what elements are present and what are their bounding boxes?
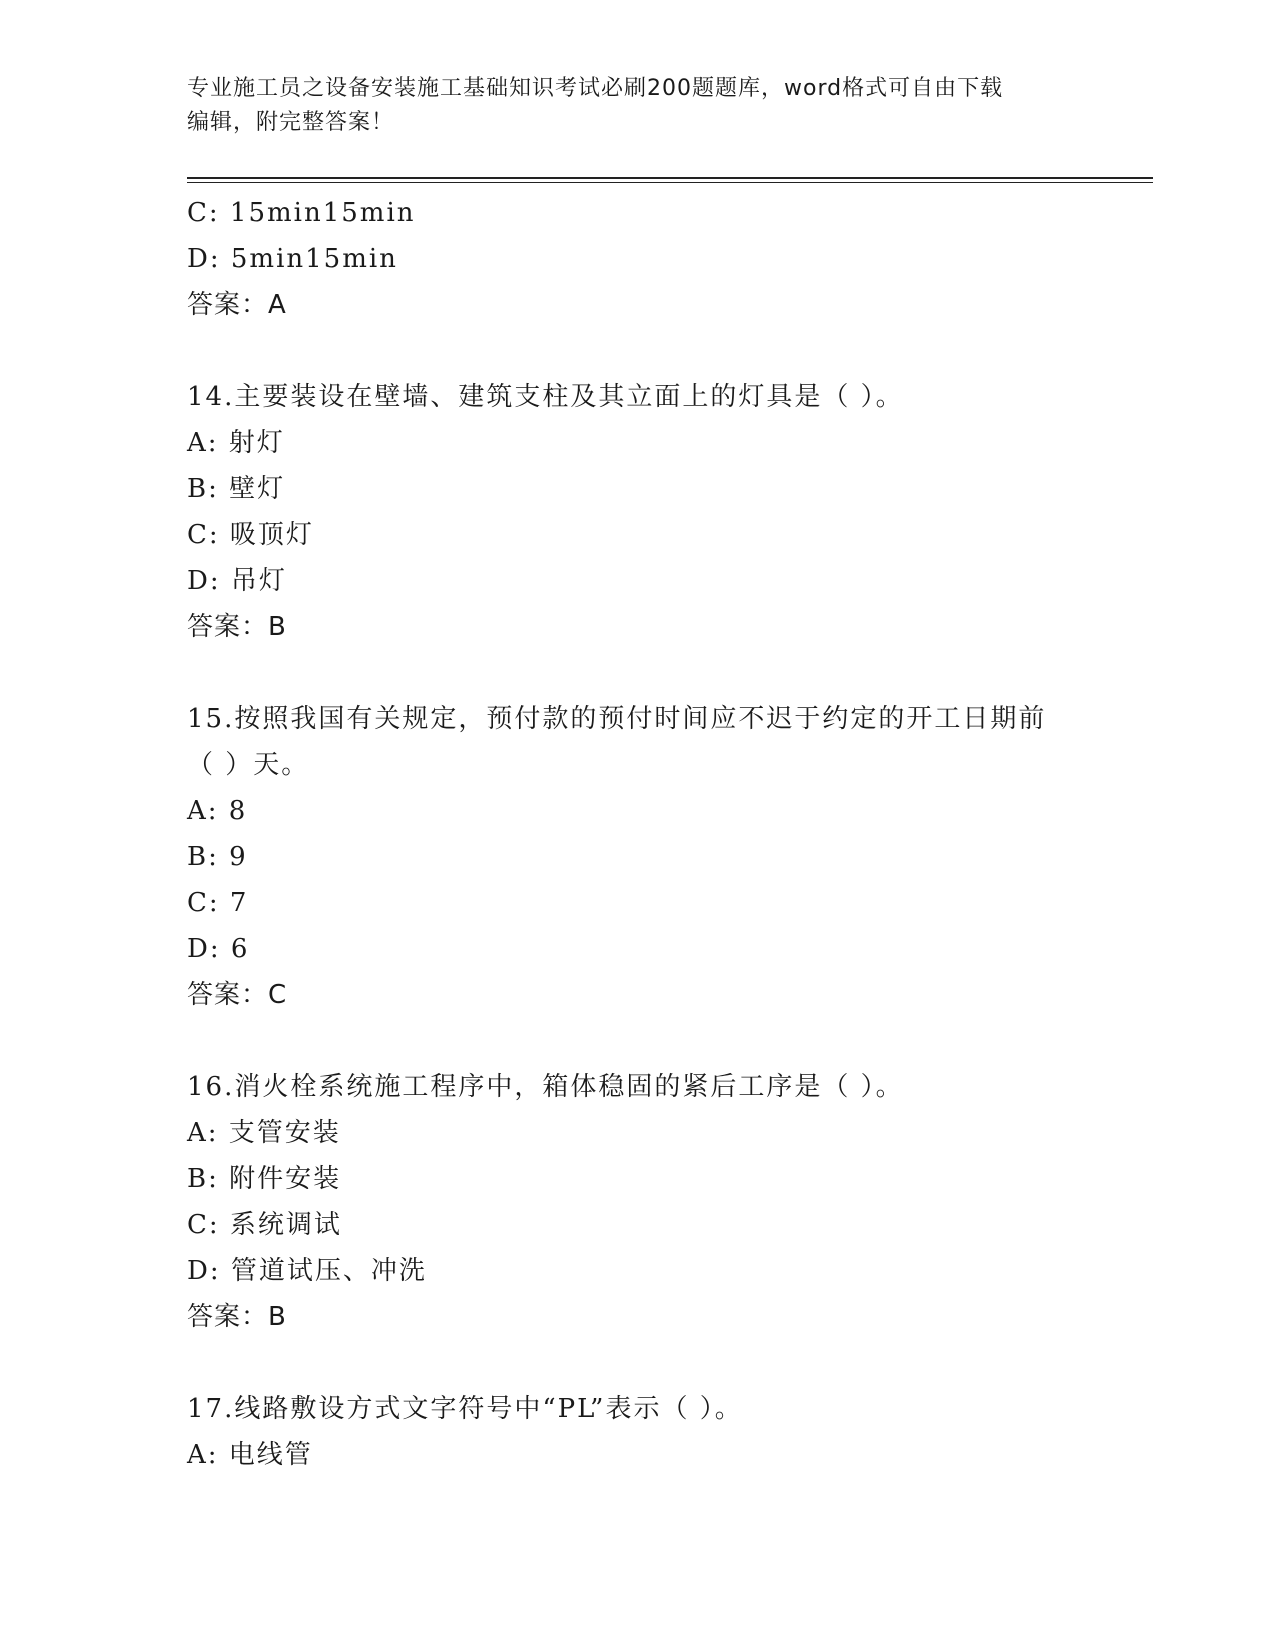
option-c: C: 系统调试 — [187, 1210, 342, 1240]
question-14 — [187, 374, 1087, 650]
spacer — [187, 1018, 1087, 1064]
answer-line: 答案：B — [187, 1302, 287, 1332]
spacer — [187, 650, 1087, 696]
option-a: A: 射灯 — [187, 428, 285, 458]
header-title-line-1: 专业施工员之设备安装施工基础知识考试必刷200题题库，word格式可自由下载 — [187, 76, 1004, 101]
question-text: 14.主要装设在壁墙、建筑支柱及其立面上的灯具是（ ）。 — [187, 382, 904, 412]
option-d: D: 5min15min — [187, 244, 398, 274]
question-list — [187, 190, 1087, 1478]
question-text-line-2: （ ）天。 — [187, 750, 310, 780]
header-divider-thin — [187, 182, 1153, 183]
answer-line: 答案：B — [187, 612, 287, 642]
option-d: D: 6 — [187, 934, 250, 964]
header-divider-thick — [187, 177, 1153, 179]
answer-line: 答案：C — [187, 980, 288, 1010]
option-c: C: 吸顶灯 — [187, 520, 314, 550]
answer-line: 答案：A — [187, 290, 287, 320]
spacer — [187, 1340, 1087, 1386]
option-b: B: 9 — [187, 842, 248, 872]
question-17 — [187, 1386, 1087, 1478]
option-b: B: 附件安装 — [187, 1164, 342, 1194]
option-a: A: 8 — [187, 796, 248, 826]
header-title-line-2: 编辑，附完整答案！ — [187, 110, 395, 135]
question-16 — [187, 1064, 1087, 1340]
option-a: A: 电线管 — [187, 1440, 313, 1470]
question-text: 16.消火栓系统施工程序中，箱体稳固的紧后工序是（ ）。 — [187, 1072, 904, 1102]
spacer — [187, 328, 1087, 374]
option-d: D: 吊灯 — [187, 566, 287, 596]
option-d: D: 管道试压、冲洗 — [187, 1256, 427, 1286]
question-15 — [187, 696, 1087, 1018]
option-c: C: 15min15min — [187, 198, 416, 228]
question-text-line-1: 15.按照我国有关规定，预付款的预付时间应不迟于约定的开工日期前 — [187, 704, 1047, 734]
option-b: B: 壁灯 — [187, 474, 286, 504]
option-c: C: 7 — [187, 888, 249, 918]
question-text: 17.线路敷设方式文字符号中“PL”表示（ ）。 — [187, 1394, 743, 1424]
question-13 — [187, 190, 1087, 328]
document-header — [187, 72, 1087, 140]
option-a: A: 支管安装 — [187, 1118, 341, 1148]
